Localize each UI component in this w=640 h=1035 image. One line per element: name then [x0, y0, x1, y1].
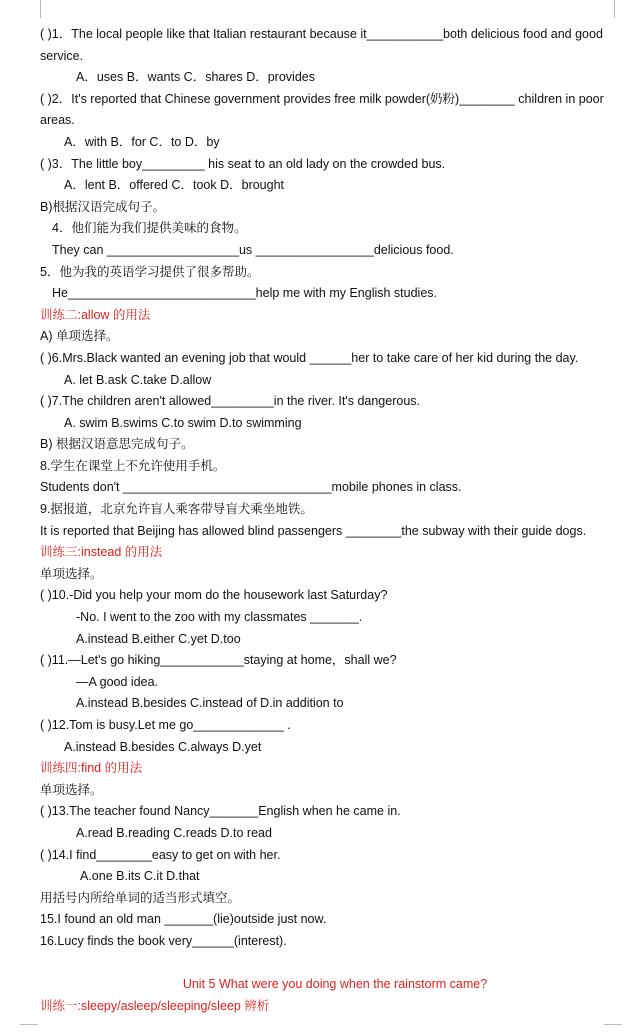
text-line: Students don't ______________________________mobile phones in class.: [40, 480, 462, 495]
text-line: ( )6.Mrs.Black wanted an evening job that would ______her to take care of her kid during the day.: [40, 350, 579, 365]
text-line: 8.学生在课堂上不允许使用手机。: [40, 458, 226, 473]
crop-mark-top-left: [30, 0, 41, 18]
text-line: B)根据汉语完成句子。: [40, 199, 166, 214]
text-line: B) 根据汉语意思完成句子。: [40, 437, 194, 452]
text-line: ( )1．The local people like that Italian restaurant because it___________both delicious food and good: [40, 27, 603, 41]
section-heading: Unit 5 What were you doing when the rainstorm came?: [182, 977, 488, 992]
text-line: 单项选择。: [40, 782, 103, 797]
text-line: A．lent B．offered C．took D．brought: [64, 178, 285, 193]
text-line: A. swim B.swims C.to swim D.to swimming: [64, 415, 302, 430]
text-line: 15.I found an old man _______(lie)outside just now.: [40, 912, 327, 927]
text-line: 16.Lucy finds the book very______(interest).: [40, 933, 287, 948]
text-line: 9.据报道，北京允许盲人乘客带导盲犬乘坐地铁。: [40, 502, 313, 517]
text-line: ( )10.-Did you help your mom do the housework last Saturday?: [40, 588, 388, 603]
text-line: A.read B.reading C.reads D.to read: [76, 825, 272, 840]
section-heading: 训练二:allow 的用法: [40, 307, 151, 322]
text-line: ( )12.Tom is busy.Let me go_____________ .: [40, 718, 291, 732]
text-line: ( )2．It's reported that Chinese government provides free milk powder(奶粉)________ children in poor: [40, 91, 604, 106]
crop-mark-top-right: [614, 0, 625, 18]
text-line: ( )7.The children aren't allowed_________in the river. It's dangerous.: [40, 394, 421, 409]
text-line: ( )13.The teacher found Nancy_______English when he came in.: [40, 804, 401, 819]
text-line: areas.: [40, 113, 75, 128]
text-line: A.instead B.besides C.instead of D.in addition to: [76, 696, 344, 711]
text-line: It is reported that Beijing has allowed blind passengers ________the subway with their guide dogs.: [40, 523, 587, 538]
text-line: ( )11.—Let's go hiking____________staying at home，shall we?: [40, 653, 397, 668]
text-line: He___________________________help me with my English studies.: [52, 286, 438, 301]
text-line: ( )14.I find________easy to get on with her.: [40, 847, 281, 862]
text-line: A.instead B.besides C.always D.yet: [64, 739, 262, 754]
section-heading: 训练一:sleepy/asleep/sleeping/sleep 辨析: [40, 998, 270, 1013]
text-line: A. let B.ask C.take D.allow: [64, 372, 212, 387]
crop-mark-bottom-left: [20, 1024, 38, 1035]
text-line: They can ___________________us _________________delicious food.: [52, 242, 454, 257]
text-line: A.instead B.either C.yet D.too: [76, 631, 241, 646]
text-line: A．uses B．wants C．shares D．provides: [76, 70, 315, 85]
text-line: 4．他们能为我们提供美味的食物。: [52, 221, 247, 236]
text-line: 单项选择。: [40, 566, 103, 581]
text-line: A.one B.its C.it D.that: [80, 869, 200, 884]
blank-line: [40, 953, 630, 975]
crop-mark-bottom-right: [604, 1024, 622, 1035]
text-line: A) 单项选择。: [40, 329, 119, 344]
text-line: 5．他为我的英语学习提供了很多帮助。: [40, 264, 260, 279]
text-line: A．with B．for C．to D．by: [64, 134, 220, 149]
section-heading: 训练四:find 的用法: [40, 761, 143, 776]
document-body: [40, 24, 630, 1017]
section-heading: 训练三:instead 的用法: [40, 545, 163, 560]
text-line: ( )3．The little boy_________ his seat to an old lady on the crowded bus.: [40, 156, 446, 171]
text-line: -No. I went to the zoo with my classmates _______.: [76, 610, 363, 625]
text-line: 用括号内所给单词的适当形式填空。: [40, 890, 241, 905]
text-line: —A good idea.: [76, 674, 159, 689]
text-line: service.: [40, 48, 84, 63]
